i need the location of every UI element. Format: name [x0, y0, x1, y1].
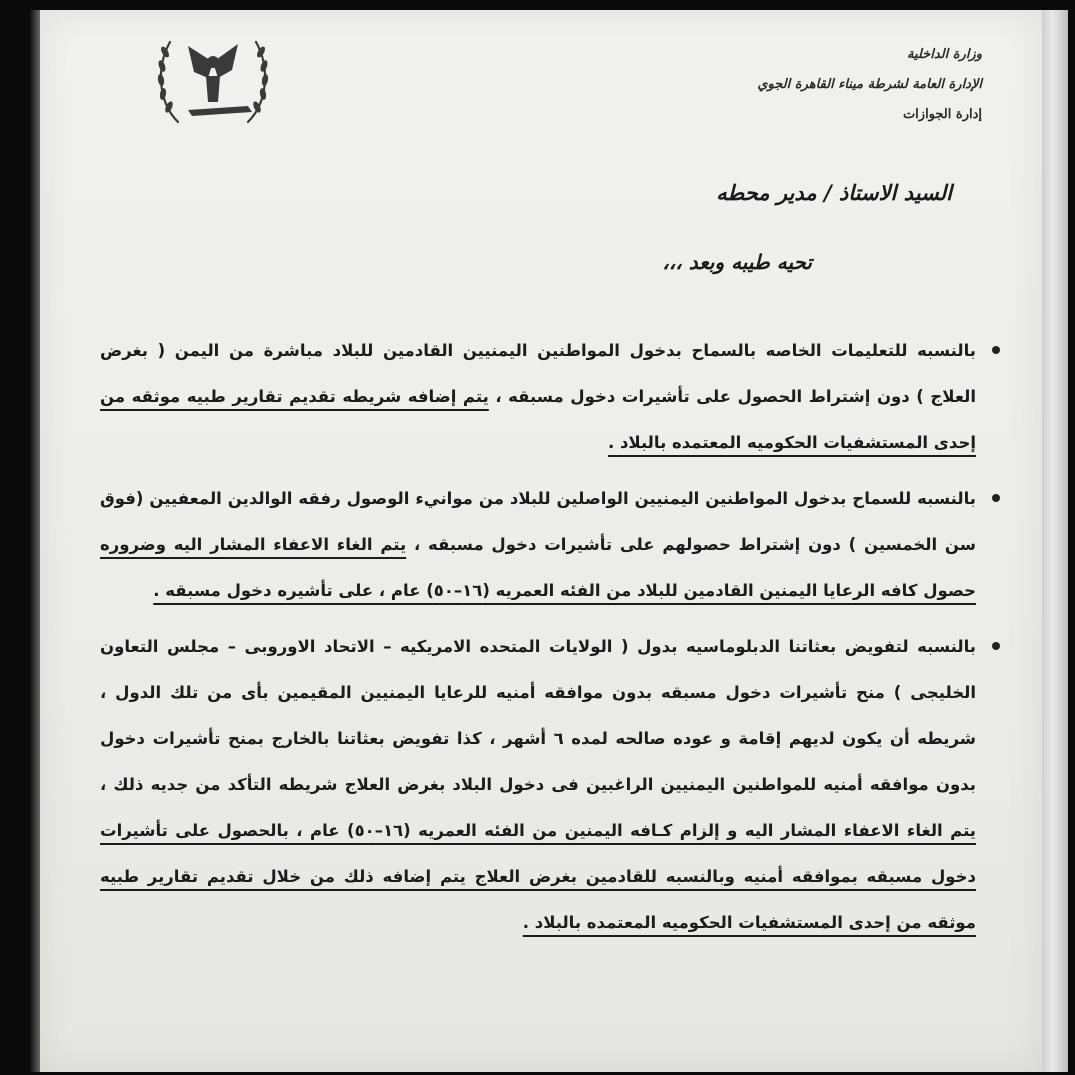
item-underlined-text: يتم الغاء الاعفاء المشار اليه و إلزام كـافه اليمنين من الفئه العمريه (١٦–٥٠) عام ، بالحصول على تأشيرات دخول مسبقه بموافقه أمنيه وبالنسبه للقادمين بغرض العلاج يتم إضافه ذلك من خلال تقديم تقارير طبيه موثقه من إحدى المستشفيات الحكوميه المعتمده بالبلاد . — [100, 821, 977, 932]
item-text: بالنسبه لتفويض بعثاتنا الدبلوماسيه بدول ( الولايات المتحده الامريكيه – الاتحاد الاوروبى – مجلس التعاون الخليجى ) منح تأشيرات دخول مسبقه بدون موافقه أمنيه للرعايا اليمنيين المقيمين بأى من تلك الدول ، شريطه أن يكون لديهم إقامة و عوده صالحه لمده ٦ أشهر ، كذا تفويض بعثاتنا بالخارج بمنح تأشيرات دخول بدون موافقه أمنيه للمواطنين اليمنيين الراغبين فى دخول البلاد بغرض العلاج شريطه التأكد من جديه ذلك ، — [100, 637, 976, 794]
item-underlined-text: يتم الغاء الاعفاء المشار اليه وضروره حصول كافه الرعايا اليمنين القادمين للبلاد من الفئه العمريه (١٦–٥٠) عام ، على تأشيره دخول مسبقه . — [100, 535, 976, 600]
bullet-icon — [992, 346, 1000, 354]
salutation: السيد الاستاذ / مدير محطه — [716, 180, 952, 205]
ministry-name: وزارة الداخلية — [906, 47, 982, 62]
paper-edge — [1042, 10, 1068, 1072]
list-item — [100, 624, 1000, 946]
eagle-wreath-emblem-icon — [148, 32, 278, 132]
item-underlined-text: يتم إضافه شريطه تقديم تقارير طبيه موثقه من إحدى المستشفيات الحكوميه المعتمده بالبلاد . — [100, 387, 976, 452]
item-text: بالنسبه للسماح بدخول المواطنين اليمنيين الواصلين للبلاد من موانيء الوصول رفقه الوالدين المعفيين (فوق سن الخمسين ) دون إشتراط حصولهم على تأشيرات دخول مسبقه ، — [100, 489, 977, 554]
list-item — [100, 476, 1000, 614]
item-text: بالنسبه للتعليمات الخاصه بالسماح بدخول المواطنين اليمنيين القادمين للبلاد مباشرة من اليمن ( بغرض العلاج ) دون إشتراط الحصول على تأشيرات دخول مسبقه ، — [100, 341, 976, 406]
greeting: تحيه طيبه وبعد ،،، — [662, 250, 812, 274]
bullet-icon — [992, 494, 1000, 502]
directorate-name: الإدارة العامة لشرطة ميناء القاهرة الجوي — [757, 77, 982, 92]
letterhead — [682, 40, 982, 130]
document-page — [40, 10, 1042, 1072]
department-name: إدارة الجوازات — [902, 107, 982, 122]
bullet-icon — [992, 642, 1000, 650]
list-item — [100, 328, 1000, 466]
document-body — [40, 10, 1042, 1072]
instruction-list — [100, 328, 1000, 956]
